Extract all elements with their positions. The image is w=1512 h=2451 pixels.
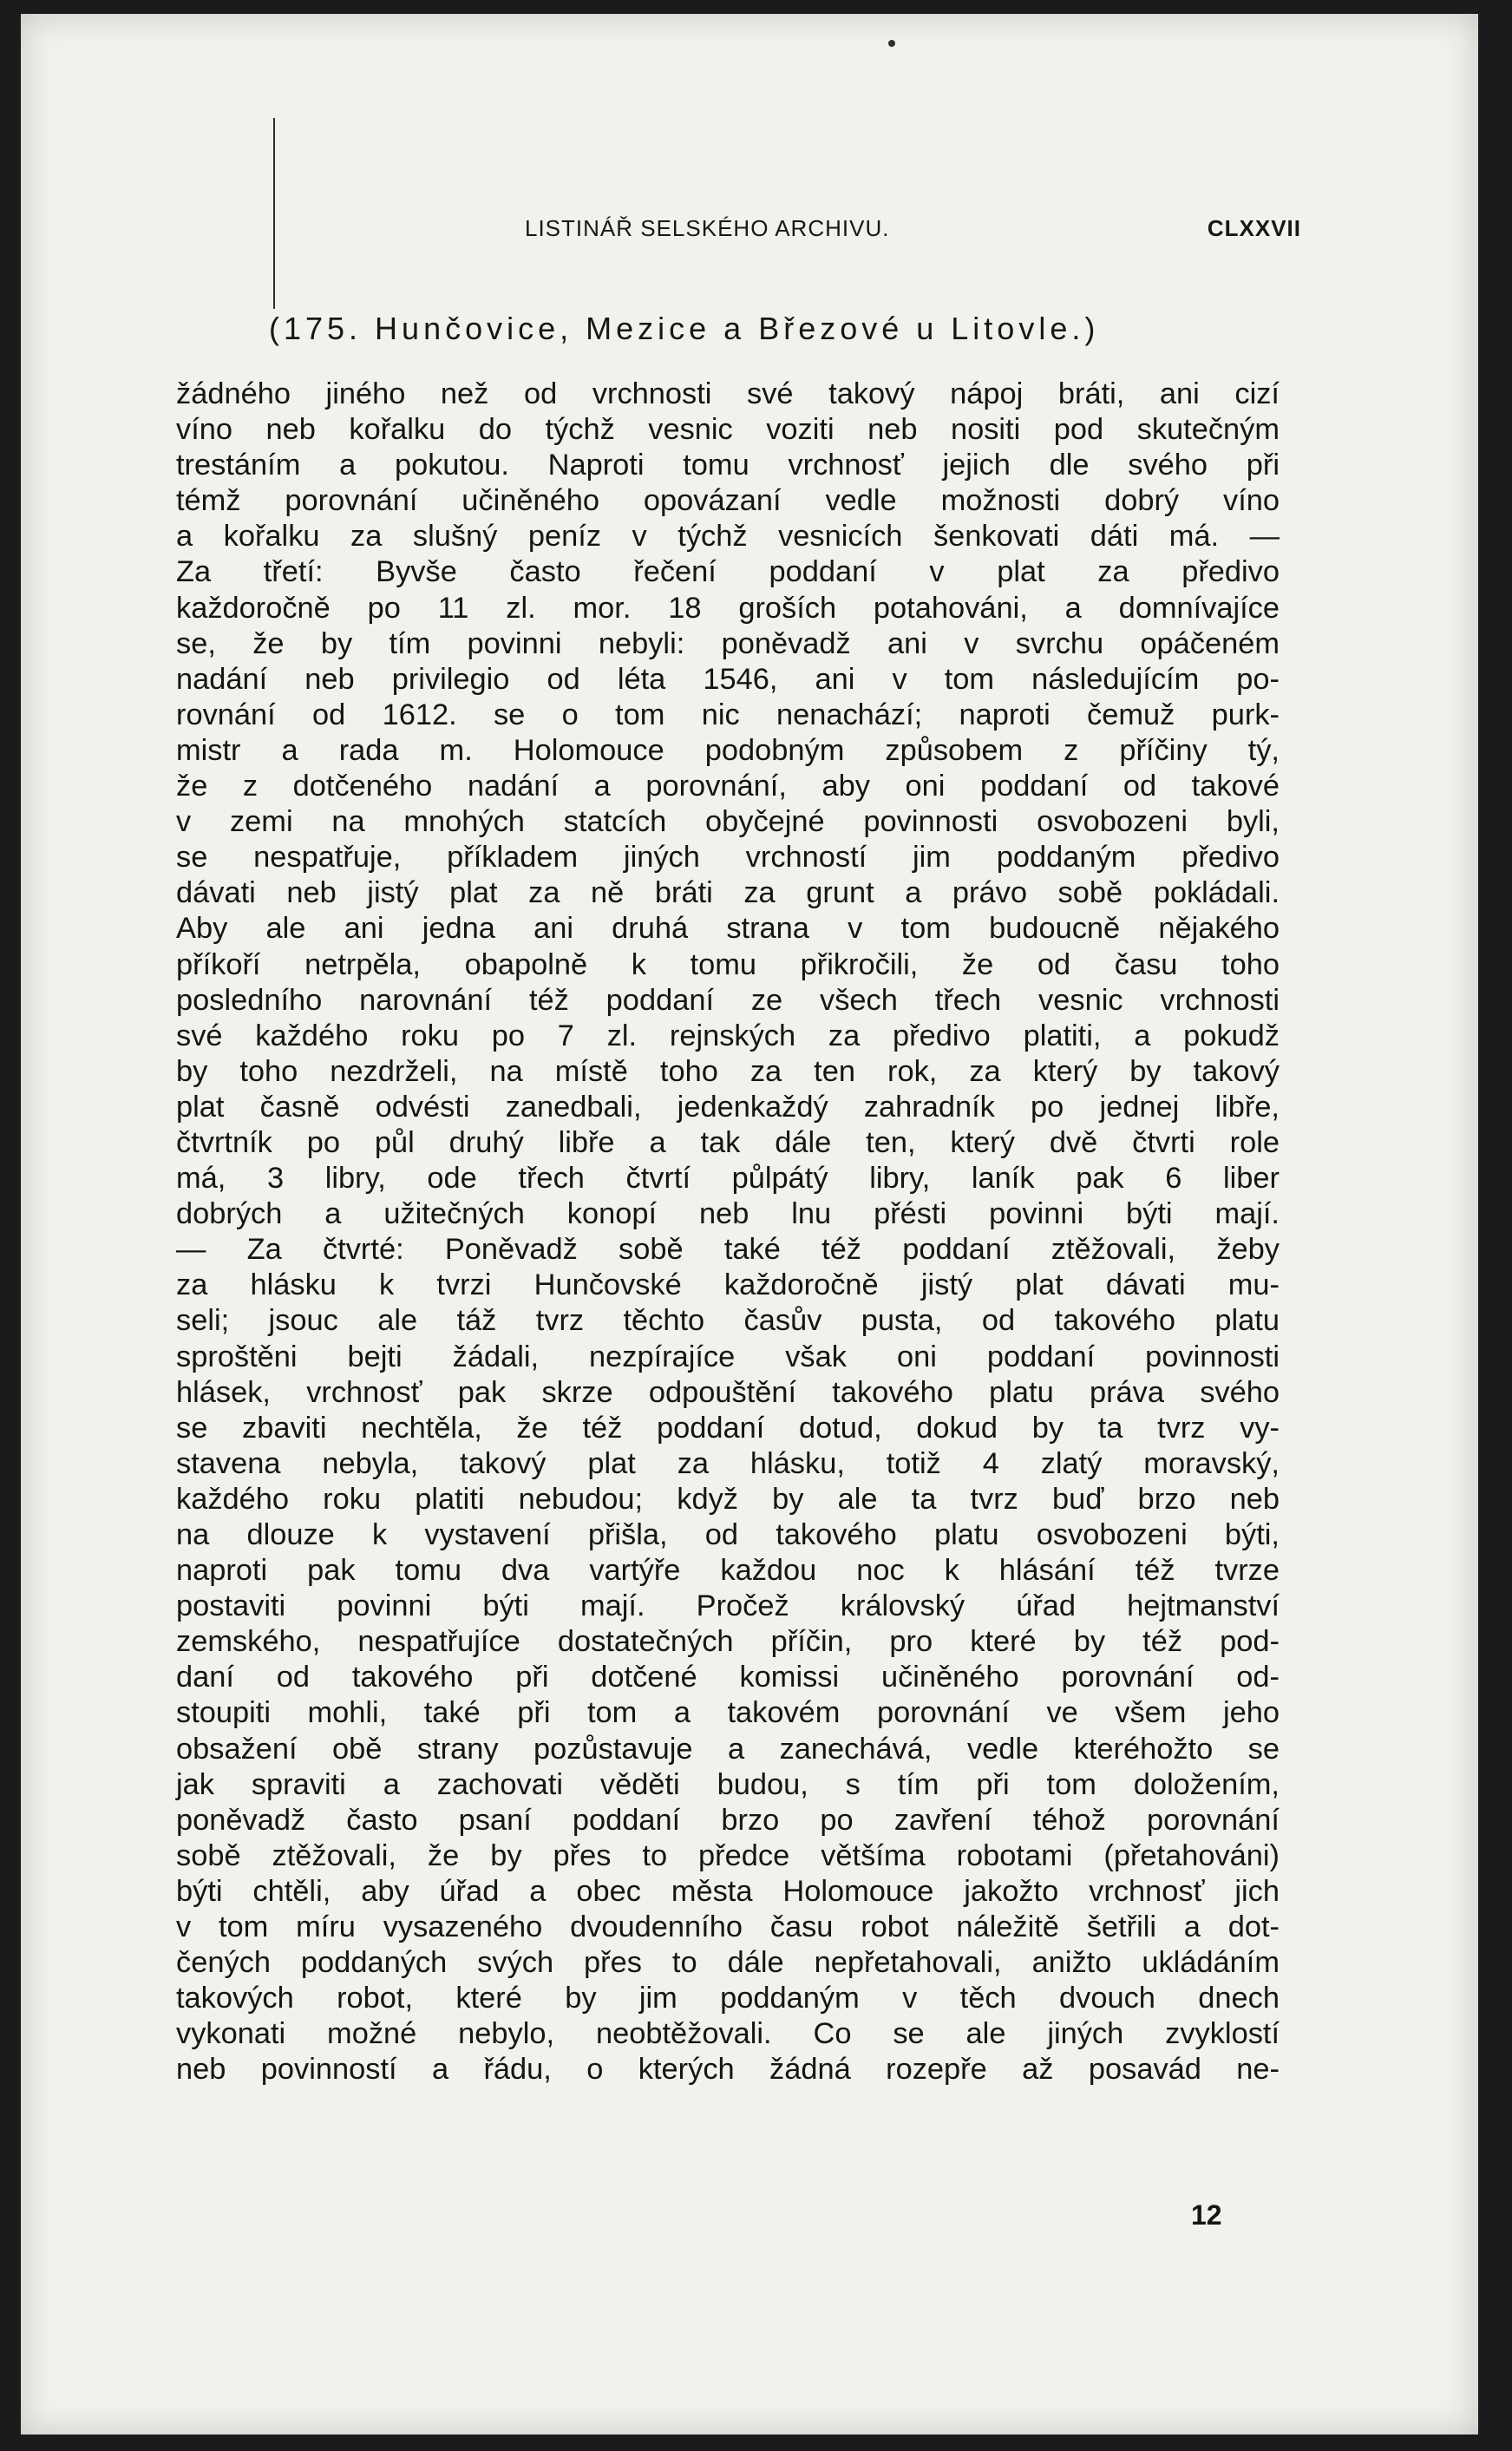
text-line: postaviti povinni býti mají. Pročež královský úřad hejtmanství	[176, 1589, 1280, 1623]
text-line: vykonati možné nebylo, neobtěžovali. Co se ale jiných zvyklostí	[176, 2017, 1280, 2051]
text-line: čených poddaných svých přes to dále nepřetahovali, anižto ukládáním	[176, 1946, 1280, 1980]
text-line: plat časně odvésti zanedbali, jedenkaždý zahradník po jednej libře,	[176, 1090, 1280, 1124]
body-text	[176, 377, 1280, 2088]
scan-mark-left	[273, 118, 275, 309]
text-line: se zbaviti nechtěla, že též poddaní dotud, dokud by ta tvrz vy-	[176, 1411, 1280, 1445]
text-line: — Za čtvrté: Poněvadž sobě také též poddaní ztěžovali, žeby	[176, 1233, 1280, 1267]
text-line: v tom míru vysazeného dvoudenního času robot náležitě šetřili a dot-	[176, 1910, 1280, 1944]
text-line: obsažení obě strany pozůstavuje a zanechává, vedle kteréhožto se	[176, 1732, 1280, 1766]
text-line: příkoří netrpěla, obapolně k tomu přikročili, že od času toho	[176, 947, 1280, 981]
text-line: za hlásku k tvrzi Hunčovské každoročně jistý plat dávati mu-	[176, 1268, 1280, 1302]
text-line: trestáním a pokutou. Naproti tomu vrchnosť jejich dle svého při	[176, 449, 1280, 482]
text-line: dávati neb jistý plat za ně bráti za grunt a právo sobě pokládali.	[176, 876, 1280, 910]
scan-mark-top	[888, 40, 895, 47]
text-line: jak spraviti a zachovati věděti budou, s tím při tom doložením,	[176, 1767, 1280, 1801]
text-line: Aby ale ani jedna ani druhá strana v tom budoucně nějakého	[176, 912, 1280, 946]
text-line: by toho nezdrželi, na místě toho za ten rok, za který by takový	[176, 1054, 1280, 1088]
signature-number: 12	[1191, 2199, 1222, 2231]
text-line: mistr a rada m. Holomouce podobným způsobem z příčiny tý,	[176, 733, 1280, 767]
text-line: stoupiti mohli, také při tom a takovém porovnání ve všem jeho	[176, 1696, 1280, 1730]
text-line: má, 3 libry, ode třech čtvrtí půlpátý libry, laník pak 6 liber	[176, 1162, 1280, 1196]
text-line: každého roku platiti nebudou; když by ale ta tvrz buď brzo neb	[176, 1482, 1280, 1516]
text-line: v zemi na mnohých statcích obyčejné povinnosti osvobozeni byli,	[176, 805, 1280, 839]
running-title: LISTINÁŘ SELSKÉHO ARCHIVU.	[525, 215, 890, 241]
text-line: každoročně po 11 zl. mor. 18 groších potahováni, a domnívajíce	[176, 591, 1280, 625]
text-line: stavena nebyla, takový plat za hlásku, totiž 4 zlatý moravský,	[176, 1446, 1280, 1480]
text-line: dobrých a užitečných konopí neb lnu přésti povinni býti mají.	[176, 1197, 1280, 1231]
text-line: víno neb kořalku do týchž vesnic voziti neb nositi pod skutečným	[176, 413, 1280, 447]
text-line: témž porovnání učiněného opovázaní vedle možnosti dobrý víno	[176, 484, 1280, 518]
section-title: (175. Hunčovice, Mezice a Březové u Litovle.)	[269, 311, 1100, 346]
text-line: neb povinností a řádu, o kterých žádná rozepře až posavád ne-	[176, 2053, 1280, 2087]
text-line: a kořalku za slušný peníz v týchž vesnicích šenkovati dáti má. —	[176, 520, 1280, 554]
text-line: poněvadž často psaní poddaní brzo po zavření téhož porovnání	[176, 1803, 1280, 1837]
text-line: naproti pak tomu dva vartýře každou noc k hlásání též tvrze	[176, 1554, 1280, 1588]
text-line: posledního narovnání též poddaní ze všech třech vesnic vrchnosti	[176, 983, 1280, 1017]
text-line: se, že by tím povinni nebyli: poněvadž ani v svrchu opáčeném	[176, 626, 1280, 660]
text-line: takových robot, které by jim poddaným v těch dvouch dnech	[176, 1982, 1280, 2015]
text-line: býti chtěli, aby úřad a obec města Holomouce jakožto vrchnosť jich	[176, 1874, 1280, 1908]
text-line: nadání neb privilegio od léta 1546, ani v tom následujícím po-	[176, 662, 1280, 696]
text-line: se nespatřuje, příkladem jiných vrchností jim poddaným předivo	[176, 841, 1280, 875]
text-line: Za třetí: Byvše často řečení poddaní v plat za předivo	[176, 555, 1280, 589]
text-line: žádného jiného než od vrchnosti své takový nápoj bráti, ani cizí	[176, 377, 1280, 410]
running-header	[156, 215, 1301, 250]
text-line: na dlouze k vystavení přišla, od takového platu osvobozeni býti,	[176, 1518, 1280, 1551]
text-line: čtvrtník po půl druhý libře a tak dále ten, který dvě čtvrti role	[176, 1125, 1280, 1159]
text-line: hlásek, vrchnosť pak skrze odpouštění takového platu práva svého	[176, 1375, 1280, 1409]
text-line: rovnání od 1612. se o tom nic nenachází; naproti čemuž purk-	[176, 698, 1280, 731]
text-line: své každého roku po 7 zl. rejnských za předivo platiti, a pokudž	[176, 1019, 1280, 1052]
text-line: seli; jsouc ale táž tvrz těchto časův pusta, od takového platu	[176, 1304, 1280, 1338]
text-line: zemského, nespatřujíce dostatečných příčin, pro které by též pod-	[176, 1625, 1280, 1659]
page-folio: CLXXVII	[1207, 215, 1301, 241]
text-line: sproštěni bejti žádali, nezpírajíce však oni poddaní povinnosti	[176, 1340, 1280, 1373]
text-line: sobě ztěžovali, že by přes to předce většíma robotami (přetahováni)	[176, 1838, 1280, 1872]
text-line: daní od takového při dotčené komissi učiněného porovnání od-	[176, 1661, 1280, 1694]
text-line: že z dotčeného nadání a porovnání, aby oni poddaní od takové	[176, 770, 1280, 803]
